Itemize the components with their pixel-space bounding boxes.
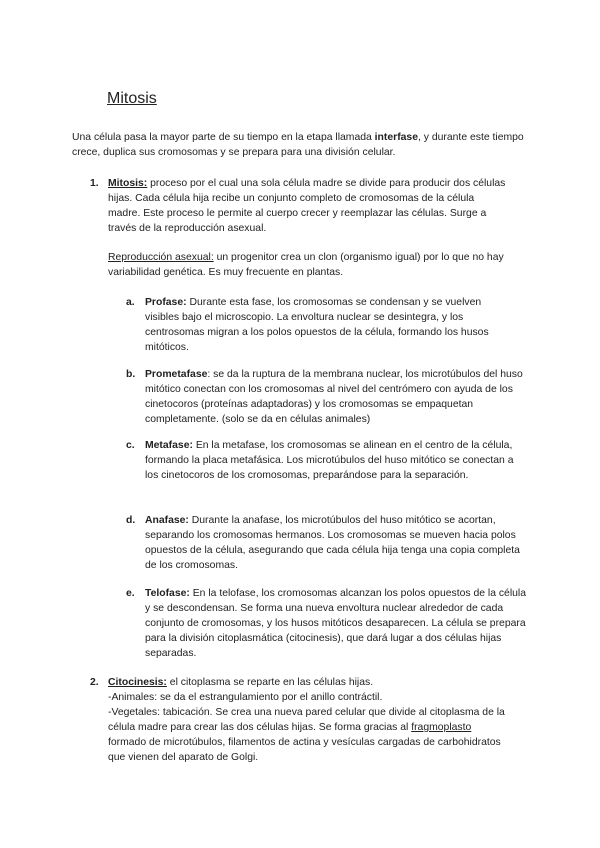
- fragmoplasto-term: fragmoplasto: [411, 722, 472, 733]
- phase-b-term: Prometafase: [145, 369, 208, 380]
- asexual-term: Reproducción asexual:: [108, 252, 214, 263]
- phase-b-text: : se da la ruptura de la membrana nuclear, los microtúbulos del huso mitótico conectan con los cromosomas al nivel del centrómero con ayuda de los cinetocoros (proteínas adaptadoras) y los cromosomas se empaquetan completamente. (solo se da en células animales): [145, 369, 523, 425]
- item2-text: el citoplasma se reparte en las células hijas.: [166, 677, 374, 688]
- phase-e-text: En la telofase, los cromosomas alcanzan los polos opuestos de la célula y se descondensan. Se forma una nueva envoltura nuclear alrededor de cada conjunto de cromosomas, y los husos mitóticos desaparecen. La célula se prepara para la división citoplasmática (citocinesis), que dará lugar a dos células hijas separadas.: [145, 588, 527, 659]
- phase-b-letter: b.: [126, 369, 136, 380]
- phase-c-term: Metafase:: [145, 440, 193, 451]
- phase-e-term: Telofase:: [145, 588, 190, 599]
- asexual-reproduction-paragraph: [108, 250, 528, 280]
- item2-number: 2.: [90, 677, 99, 688]
- phase-e-letter: e.: [126, 588, 135, 599]
- intro-text-2: , y durante este tiempo crece, duplica sus cromosomas y se prepara para una división celular.: [72, 132, 524, 158]
- item2-first-line: [108, 675, 508, 690]
- intro-bold-term: interfase: [374, 132, 418, 143]
- intro-paragraph: [72, 130, 542, 160]
- phase-c-text: En la metafase, los cromosomas se alinean en el centro de la célula, formando la placa metafásica. Los microtúbulos del huso mitótico se conectan a los cinetocoros de los cromosomas, preparándose para la separación.: [145, 440, 514, 481]
- phase-a-letter: a.: [126, 297, 135, 308]
- phase-c-paragraph: [145, 438, 520, 483]
- phase-d-term: Anafase:: [145, 515, 189, 526]
- asexual-text: un progenitor crea un clon (organismo igual) por lo que no hay variabilidad genética. Es muy frecuente en plantas.: [108, 252, 504, 278]
- item2-animales: -Animales: se da el estrangulamiento por el anillo contráctil.: [108, 692, 383, 703]
- phase-b-paragraph: [145, 367, 525, 427]
- item1-number: 1.: [90, 178, 99, 189]
- item1-paragraph: [108, 176, 508, 236]
- phase-e-paragraph: [145, 586, 530, 661]
- vegetales-text-2: formado de microtúbulos, filamentos de actina y vesículas cargadas de carbohidratos que vienen del aparato de Golgi.: [108, 737, 501, 763]
- phase-d-paragraph: [145, 513, 530, 573]
- page-title: Mitosis: [107, 90, 157, 107]
- vegetales-text-1: -Vegetales: tabicación. Se crea una nueva pared celular que divide al citoplasma de la célula madre para crear las dos células hijas. Se forma gracias al: [108, 707, 505, 733]
- item2-block: [108, 675, 508, 765]
- phase-a-text: Durante esta fase, los cromosomas se condensan y se vuelven visibles bajo el microscopio. La envoltura nuclear se desintegra, y los centrosomas migran a los polos opuestos de la célula, formando los husos mitóticos.: [145, 297, 489, 353]
- phase-c-letter: c.: [126, 440, 135, 451]
- item2-term: Citocinesis:: [108, 677, 167, 688]
- item1-term: Mitosis:: [108, 178, 148, 189]
- intro-text-1: Una célula pasa la mayor parte de su tiempo en la etapa llamada: [72, 132, 375, 143]
- phase-d-text: Durante la anafase, los microtúbulos del huso mitótico se acortan, separando los cromosomas hermanos. Los cromosomas se mueven hacia polos opuestos de la célula, asegurando que cada célula hija tenga una copia completa de los cromosomas.: [145, 515, 520, 571]
- item2-vegetales: [108, 705, 508, 765]
- phase-d-letter: d.: [126, 515, 136, 526]
- phase-a-paragraph: [145, 295, 515, 355]
- item1-text: proceso por el cual una sola célula madre se divide para producir dos células hijas. Cada célula hija recibe un conjunto completo de cromosomas de la célula madre. Este proceso le permite al cuerpo crecer y reemplazar las células. Surge a través de la reproducción asexual.: [108, 178, 506, 234]
- phase-a-term: Profase:: [145, 297, 187, 308]
